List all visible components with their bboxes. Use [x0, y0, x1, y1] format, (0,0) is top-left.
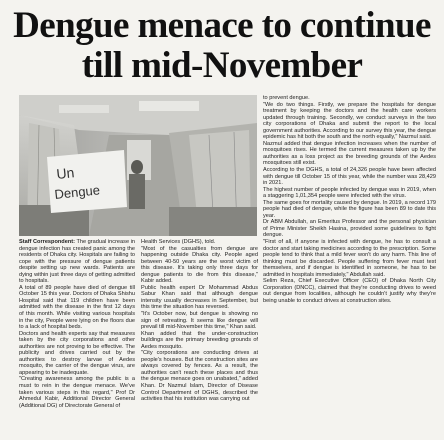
paragraph: "Most of the casualties from dengue are happening outside Dhaka city. People aged between 40-50 years are the worst victim of this disease. It's taking only three days for dengue patients to die from this disease," Kabir added. [141, 245, 258, 285]
article-column-2 [141, 239, 258, 440]
paragraph: Nazmul added that dengue infection increases when the number of mosquitoes rises. He termed the current measures taken up by the authorities as a loss project as the breeding grounds of the Aedes mosquitoes still exist. [263, 140, 436, 167]
paragraph: to prevent dengue. [263, 95, 310, 101]
paragraph: "It's October now, but dengue is showing no sign of retreating. It seems like dengue will prevail till mid-November this time," Khan said. [141, 311, 258, 331]
article-column-1 [19, 239, 135, 440]
paragraph: Public health expert Dr Mohammad Abdus Sabur Khan said that although dengue intensity usually decreases in September, but this time the situation has reversed. [141, 284, 258, 311]
paragraph: The same goes for mortality caused by dengue. In 2019, a record 179 people had died of dengue, while the figure has been 89 to date this year. [263, 199, 436, 219]
paragraph: Selim Reza, Chief Executive Officer (CEO) of Dhaka North City Corporation (DNCC), claimed that they're conducting drives to weed out dengue from localities, although he couldn't justify why they're being unable to conduct drives at construction sites. [263, 278, 436, 304]
paragraph: "We do two things. Firstly, we prepare the hospitals for dengue treatment by keeping the doctors and the health care workers updated through training. Secondly, we conduct surveys in the two city corporations of Dhaka and submit the report to the local government authorities. According to our survey this year, the dengue epidemic has hit both the south and the north equally," Nazmul said. [263, 101, 436, 141]
paragraph: "Creating awareness among the public is a must to rein in the dengue menace. We've taken various steps in this regard," Prof Dr Ahmedul Kabir, Additional Director General (Additional DG) of Directorate General of [19, 376, 135, 409]
headline [6, 6, 438, 86]
paragraph: "First of all, if anyone is infected with dengue, he has to consult a doctor and start taking medicines according to the prescription. Some people tend to think that a mild fever won't do any harm. This line of thinking must be discarded. People suffering from fever must test themselves, and if dengue is identified in someone, he has to be admitted in hospitals immediately," Abdullah said. [263, 239, 436, 278]
article-column-3 [263, 95, 436, 440]
svg-text:Un: Un [55, 164, 76, 182]
paragraph-text: The gradual increase in dengue infection has created panic among the residents of Dhaka city. Hospitals are failing to cope with the pressure of dengue patients despite setting up new wards. Patients are dying within just three days of getting admitted to hospitals. [19, 239, 135, 285]
paragraph: The highest number of people infected by dengue was in 2019, when a staggering 1,01,354 people were infected with the virus. [263, 186, 436, 200]
headline-line-2: till mid-November [81, 45, 363, 86]
paragraph: According to the DGHS, a total of 24,326 people have been affected with dengue till October 15 of this year, while the number was 28,429 in 2021. [263, 167, 436, 187]
headline-line-1: Dengue menace to continue [13, 5, 431, 46]
paragraph: A total of 89 people have died of dengue till October 15 this year. Doctors of Dhaka Shishu Hospital said that 119 children have been admitted with the disease in the first 12 days of this month. While visiting various hospitals in the city, People were lying on the floors due to a lack of hospital beds. [19, 284, 135, 331]
byline: Staff Correspondent: [19, 239, 75, 245]
paragraph: "City corporations are conducting drives at people's houses. But the construction sites are always covered by fences. As a result, the authorities can't reach these places and thus the dengue menace goes on unabated," added Khan. Dr Nazmul Islam, Director of Disease Control Department of DGHS, described the activities that his institution was carrying out [141, 350, 258, 403]
hospital-photo [19, 95, 257, 236]
paragraph: Dr ABM Abdullah, an Emeritus Professor and the personal physician of Prime Minister Sheikh Hasina, provided some guidelines to fight dengue. [263, 219, 436, 239]
paragraph [19, 239, 135, 285]
paragraph: Khan added that the under-construction buildings are the primary breeding grounds of Aedes mosquito. [141, 330, 258, 350]
paragraph: Health Services (DGHS), told. [141, 239, 216, 245]
dengue-sign-text: Dengue [53, 182, 101, 202]
paragraph: Doctors and health experts say that measures taken by the city corporations and other authorities are not proving to be effective. The publicity and drives carried out by the authorities to destroy larvae of Aedes mosquito, the carrier of the dengue virus, are appearing to be inadequate. [19, 330, 135, 376]
